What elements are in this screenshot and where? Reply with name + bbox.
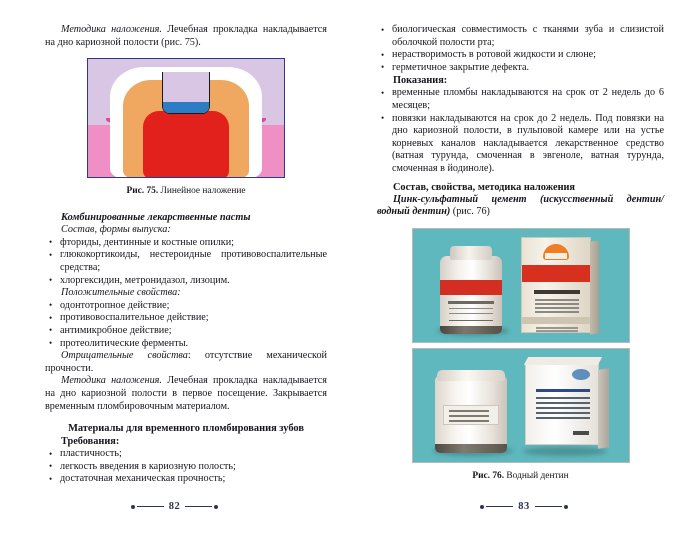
intro-lead: Методика наложения. <box>61 24 162 35</box>
folio-rule-left-icon <box>486 506 513 507</box>
negative-lead: Отрицательные свойства <box>61 350 188 362</box>
composition-list <box>45 237 327 287</box>
negative-rest: : отсутствие механической прочности. <box>45 350 327 374</box>
temporary-materials-title: Материалы для временного пломбирования зубов <box>68 423 304 435</box>
list-item: • противовоспалительное действие; <box>45 312 327 325</box>
carton-footer-text <box>536 327 578 329</box>
page-left <box>0 0 349 540</box>
carton-side-panel <box>590 240 599 334</box>
tempodent-carton <box>521 237 591 333</box>
photo-water-dentin-jar-and-box <box>412 348 630 463</box>
positive-label: Положительные свойства: <box>61 287 181 299</box>
folio-rule-left-icon <box>137 506 164 507</box>
carton-logo-icon <box>572 369 590 380</box>
cavity-preparation <box>162 72 210 114</box>
lining-material <box>163 102 209 113</box>
method-paragraph <box>45 375 327 413</box>
list-item: • фториды, дентинные и костные опилки; <box>45 237 327 250</box>
intro-rest: Лечебная прокладка накладывается на дно кариозной полости (рис. 75). <box>45 24 327 48</box>
carton-body-text <box>536 397 590 399</box>
carton-side-panel <box>598 368 609 449</box>
pulp-chamber <box>143 111 229 178</box>
carton-weight-text <box>573 431 589 435</box>
zinc-section-title: Состав, свойства, методика наложения <box>393 181 576 193</box>
figure-75 <box>45 58 327 197</box>
composition-label: Состав, формы выпуска: <box>61 224 171 236</box>
requirements-list <box>45 448 327 486</box>
figure-76-caption <box>377 470 664 482</box>
box-shadow <box>523 447 607 456</box>
positive-list <box>45 300 327 350</box>
list-item: • биологическая совместимость с тканями зуба и слизистой оболочкой полости рта; <box>377 24 664 49</box>
figure-75-number: Рис. 75. <box>126 186 159 197</box>
zinc-material-ref: (рис. 76) <box>450 206 490 218</box>
list-item: • повязки накладываются на срок до 2 недель. Под повязки на дно кариозной полости, в пульповой камере или на устье корневых каналов накладывается лекарственное средство (ватная турунда, смоченная в эвгеноле, ватная турунда, смоченная в йодиноле). <box>377 113 664 176</box>
list-item: • одонтотропное действие; <box>45 300 327 313</box>
carton-red-band <box>522 265 590 282</box>
folio-rule-right-icon <box>535 506 562 507</box>
requirements-continued-list <box>377 24 664 74</box>
list-item: • легкость введения в кариозную полость; <box>45 461 327 474</box>
carton-top-flap <box>523 357 601 365</box>
list-item: • герметичное закрытие дефекта. <box>377 62 664 75</box>
jar-label <box>443 405 499 425</box>
page-number: 83 <box>518 501 530 512</box>
page-right <box>349 0 699 540</box>
carton-title-text <box>536 389 590 392</box>
photo-tempodent-bottle-and-box <box>412 228 630 343</box>
bottle-cap <box>450 246 492 260</box>
method-rest: Лечебная прокладка накладывается на дно кариозной полости в первое посещение. Закрывается временным пломбировочным материалом. <box>45 375 327 412</box>
indications-label: Показания: <box>393 75 448 87</box>
method-lead: Методика наложения. <box>61 375 162 387</box>
water-dentin-jar <box>435 375 507 453</box>
folio-left <box>0 501 349 512</box>
folio-right <box>349 501 699 512</box>
negative-properties <box>45 350 327 375</box>
water-dentin-carton <box>525 363 599 445</box>
list-item: • хлоргексидин, метронидазол, лизоцим. <box>45 275 327 288</box>
requirements-label: Требования: <box>61 436 120 448</box>
zinc-material-name: Цинк-сульфатный цемент (искусственный дентин/водный дентин) <box>377 193 664 218</box>
carton-brand-name <box>534 290 580 294</box>
bottle-label-text <box>448 301 494 304</box>
figure-76-number: Рис. 76. <box>472 470 505 481</box>
page-number: 82 <box>168 501 181 512</box>
indications-list <box>377 87 664 175</box>
list-item: • глюкокортикоиды, нестероидные противовоспалительные средства; <box>45 249 327 274</box>
carton-grey-strip <box>522 317 590 324</box>
list-item: • временные пломбы накладываются на срок от 2 недель до 6 месяцев; <box>377 87 664 112</box>
zinc-material-paragraph <box>377 194 664 219</box>
folio-rule-right-icon <box>185 506 212 507</box>
figure-75-caption <box>45 185 327 197</box>
figure-76 <box>377 228 664 482</box>
figure-76-text: Водный дентин <box>504 470 569 481</box>
enamel-layer <box>110 67 262 178</box>
list-item: • пластичность; <box>45 448 327 461</box>
figure-75-text: Линейное наложение <box>158 186 246 197</box>
pastes-title: Комбинированные лекарственные пасты <box>61 212 251 224</box>
bottle-red-band <box>440 280 502 295</box>
list-item: • достаточная механическая прочность; <box>45 473 327 486</box>
carton-description-text <box>535 299 579 301</box>
list-item: • протеолитические ферменты. <box>45 338 327 351</box>
bottle-base <box>440 326 502 334</box>
jar-lid <box>437 370 505 381</box>
jar-base <box>435 444 507 453</box>
list-item: • нерастворимость в ротовой жидкости и слюне; <box>377 49 664 62</box>
tempodent-bottle <box>440 256 502 334</box>
tooth-diagram <box>87 58 285 178</box>
list-item: • антимикробное действие; <box>45 325 327 338</box>
intro-paragraph <box>45 24 327 49</box>
manufacturer-logo-icon <box>543 244 569 260</box>
